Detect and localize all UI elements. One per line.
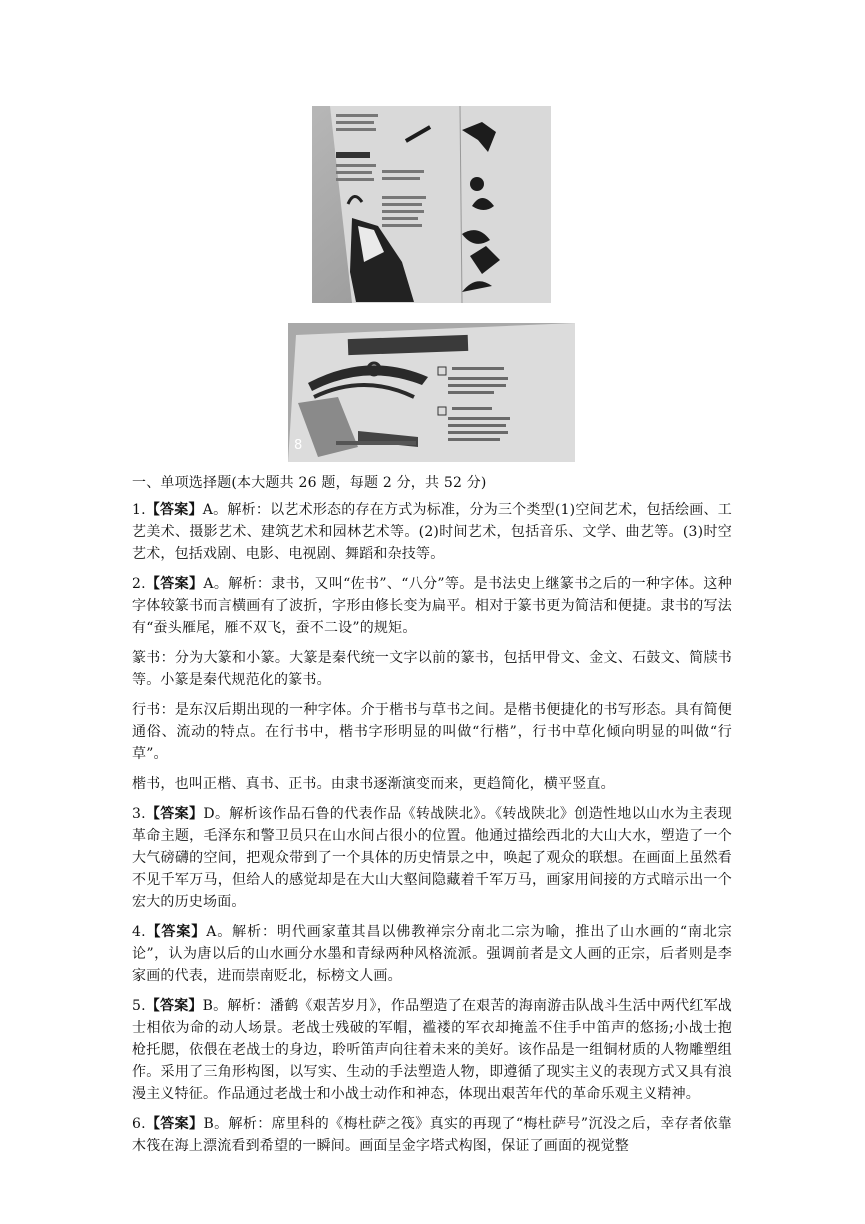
item-number: 5. [132, 998, 146, 1014]
answer-text: 楷书，也叫正楷、真书、正书。由隶书逐渐演变而来，更趋简化，横平竖直。 [132, 776, 615, 792]
answer-text: 行书：是东汉后期出现的一种字体。介于楷书与草书之间。是楷书便捷化的书写形态。具有简便通俗、流动的特点。在行书中，楷书字形明显的叫做“行楷”，行书中草化倾向明显的叫做“行草”。 [132, 702, 732, 762]
item-number: 3. [132, 806, 146, 822]
answer-text: 篆书：分为大篆和小篆。大篆是秦代统一文字以前的篆书，包括甲骨文、金文、石鼓文、简牍书等。小篆是秦代规范化的篆书。 [132, 650, 732, 688]
textbook-photo-top [312, 106, 551, 303]
answer-text: B。解析：席里科的《梅杜萨之筏》真实的再现了“梅杜萨号”沉没之后，幸存者依靠木筏在海上漂流看到希望的一瞬间。画面呈金字塔式构图，保证了画面的视觉整 [132, 1116, 732, 1154]
answer-content [132, 472, 732, 1165]
photo-page-number: 8 [294, 438, 303, 453]
answer-item [132, 499, 732, 565]
item-number: 6. [132, 1116, 146, 1132]
textbook-page-photo-icon [288, 323, 575, 462]
answer-item [132, 995, 732, 1105]
answer-tag: 【答案】 [145, 806, 204, 822]
answer-item [132, 1113, 732, 1157]
answer-item [132, 803, 732, 913]
answer-item [132, 573, 732, 639]
answer-tag: 【答案】 [145, 502, 203, 518]
textbook-photo-bottom [288, 323, 575, 462]
section-title: 一、单项选择题(本大题共 26 题，每题 2 分，共 52 分) [132, 475, 487, 491]
answer-text: B。解析：潘鹤《艰苦岁月》，作品塑造了在艰苦的海南游击队战斗生活中两代红军战士相依为命的动人场景。老战士残破的军帽，褴褛的军衣却掩盖不住手中笛声的悠扬;小战士抱枪托腮，依偎在老战士的身边，聆听笛声向往着未来的美好。该作品是一组铜材质的人物雕塑组作。采用了三角形构图，以写实、生动的手法塑造人物，即遵循了现实主义的表现方式又具有浪漫主义特征。作品通过老战士和小战士动作和神态，体现出艰苦年代的革命乐观主义精神。 [132, 998, 732, 1102]
answer-tag: 【答案】 [145, 924, 207, 940]
answer-tag: 【答案】 [145, 998, 203, 1014]
item-number: 2. [132, 576, 146, 592]
answer-text: A。解析：以艺术形态的存在方式为标准，分为三个类型(1)空间艺术，包括绘画、工艺美术、摄影艺术、建筑艺术和园林艺术等。(2)时间艺术，包括音乐、文学、曲艺等。(3)时空艺术，包括戏剧、电影、电视剧、舞蹈和杂技等。 [132, 502, 732, 562]
answer-text: D。解析该作品石鲁的代表作品《转战陕北》。《转战陕北》创造性地以山水为主表现革命主题，毛泽东和警卫员只在山水间占很小的位置。他通过描绘西北的大山大水，塑造了一个大气磅礴的空间，把观众带到了一个具体的历史情景之中，唤起了观众的联想。在画面上虽然看不见千军万马，但给人的感觉却是在大山大壑间隐藏着千军万马，画家用间接的方式暗示出一个宏大的历史场面。 [132, 806, 732, 910]
answer-item [132, 921, 732, 987]
answer-text: A。解析：明代画家董其昌以佛教禅宗分南北二宗为喻，推出了山水画的“南北宗论”，认为唐以后的山水画分水墨和青绿两种风格流派。强调前者是文人画的正宗，后者则是李家画的代表，进而崇南贬北，标榜文人画。 [132, 924, 732, 984]
answer-list [132, 499, 732, 1157]
answer-tag: 【答案】 [145, 1116, 204, 1132]
answer-explanation-paragraph [132, 773, 732, 795]
answer-explanation-paragraph [132, 699, 732, 765]
textbook-page-photo-icon [312, 106, 551, 303]
item-number: 1. [132, 502, 146, 518]
item-number: 4. [132, 924, 146, 940]
answer-explanation-paragraph [132, 647, 732, 691]
answer-text: A。解析：隶书，又叫“佐书”、“八分”等。是书法史上继篆书之后的一种字体。这种字体较篆书而言横画有了波折，字形由修长变为扁平。相对于篆书更为简洁和便捷。隶书的写法有“蚕头雁尾，雁不双飞，蚕不二设”的规矩。 [132, 576, 732, 636]
answer-tag: 【答案】 [145, 576, 204, 592]
